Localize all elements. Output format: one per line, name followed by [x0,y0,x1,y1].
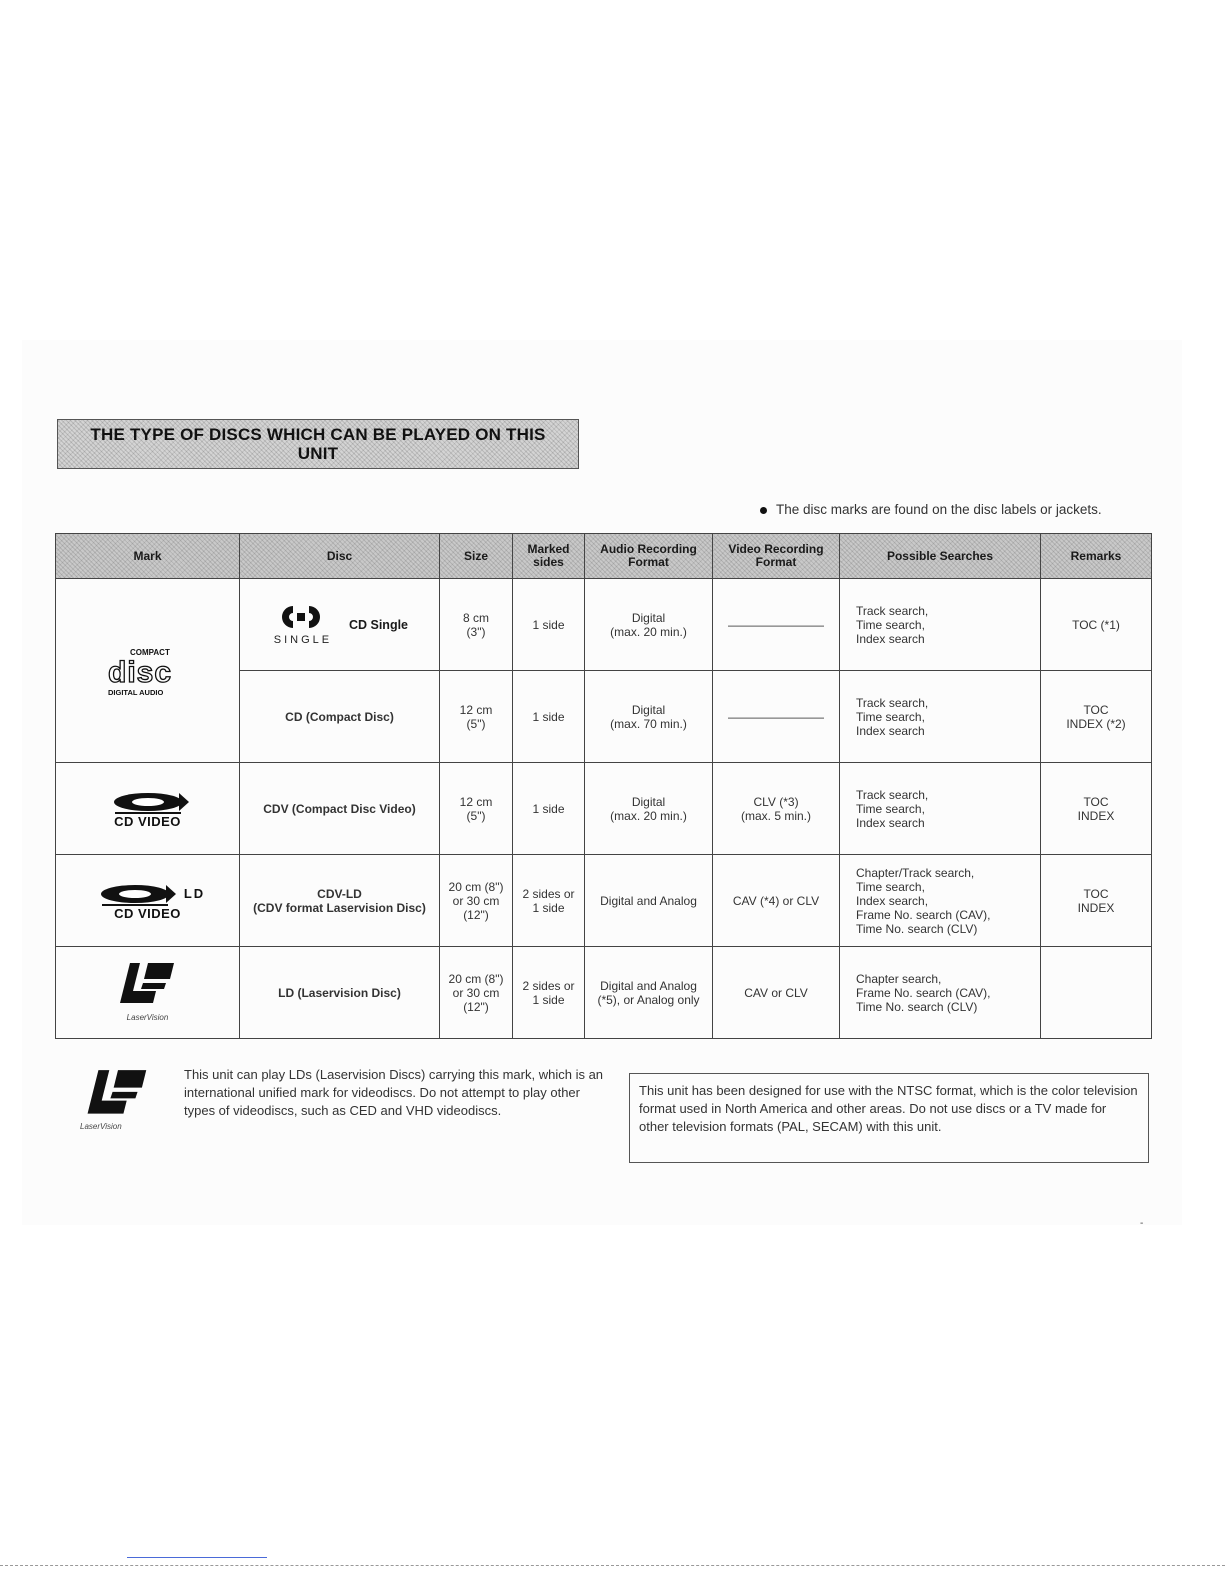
audio-cell: Digital (max. 70 min.) [585,671,713,763]
bottom-laservision-mark [80,1068,156,1131]
table-row [56,763,1152,855]
cd-single-logo-icon [271,603,335,631]
compact-disc-digital-audio-logo [102,643,194,699]
cd-video-logo-icon [103,789,193,815]
compact-disc-logo-big-text: disc [107,655,172,689]
searches-cell: Chapter/Track search, Time search, Index search, Frame No. search (CAV), Time No. search (CLV) [840,855,1041,947]
ld-suffix-label: LD [183,885,206,901]
ntsc-notice-box [629,1073,1149,1163]
ntsc-notice-text: This unit has been designed for use with the NTSC format, which is the color television format used in North America and other areas. Do not use discs or a TV made for other television formats (PAL, SECAM) with this unit. [639,1083,1138,1134]
mark-cell-laservision [56,947,240,1039]
sides-cell: 1 side [513,579,585,671]
header-disc: Disc [240,534,440,579]
mark-cell-compact-disc [56,579,240,763]
mark-cell-cd-video-ld [56,855,240,947]
single-label: SINGLE [273,633,333,646]
remarks-cell: TOC INDEX (*2) [1041,671,1152,763]
remarks-cell: TOC (*1) [1041,579,1152,671]
size-cell: 8 cm (3") [440,579,513,671]
note-text: The disc marks are found on the disc labels or jackets. [776,502,1102,517]
size-cell: 20 cm (8") or 30 cm (12") [440,855,513,947]
video-cell: ———————— [713,671,840,763]
compact-disc-logo-top-text: COMPACT [129,647,170,657]
audio-cell: Digital (max. 20 min.) [585,579,713,671]
laservision-logo-icon [116,961,180,1007]
disc-name: CDV (Compact Disc Video) [240,763,440,855]
disc-name: CDV-LD (CDV format Laservision Disc) [240,855,440,947]
table-row [56,855,1152,947]
laservision-note: This unit can play LDs (Laservision Discs) carrying this mark, which is an international unified mark for videodiscs. Do not attempt to play other types of videodiscs, such as CED and VHD videodiscs. [184,1067,604,1118]
sides-cell: 1 side [513,763,585,855]
header-remarks: Remarks [1041,534,1152,579]
remarks-cell: TOC INDEX [1041,855,1152,947]
size-cell: 12 cm (5") [440,671,513,763]
disc-cell [240,579,440,671]
mark-cell-cd-video [56,763,240,855]
disc-name: CD Single [348,617,409,632]
disc-name: LD (Laservision Disc) [240,947,440,1039]
sides-cell: 2 sides or 1 side [513,947,585,1039]
video-cell: CLV (*3) (max. 5 min.) [713,763,840,855]
sides-cell: 2 sides or 1 side [513,855,585,947]
table-header-row [56,534,1152,579]
cd-video-ld-logo-icon [90,881,180,907]
video-cell: CAV or CLV [713,947,840,1039]
remarks-cell: TOC INDEX [1041,763,1152,855]
laservision-label: LaserVision [126,1012,169,1022]
searches-cell: Track search, Time search, Index search [840,671,1041,763]
footer-link-underline [127,1557,267,1558]
searches-cell: Chapter search, Frame No. search (CAV), Time No. search (CLV) [840,947,1041,1039]
table-row [56,947,1152,1039]
header-size: Size [440,534,513,579]
cd-video-label: CD VIDEO [114,813,181,829]
laservision-label: LaserVision [80,1122,122,1131]
footer-rule [0,1565,1225,1566]
cd-video-ld-label: CD VIDEO [114,905,181,921]
laservision-logo-icon [80,1068,156,1118]
page-mark: - [1140,1218,1144,1229]
header-mark: Mark [56,534,240,579]
disc-name: CD (Compact Disc) [240,671,440,763]
audio-cell: Digital and Analog [585,855,713,947]
section-title: THE TYPE OF DISCS WHICH CAN BE PLAYED ON THIS UNIT [90,425,546,463]
bullet-icon [760,507,767,514]
size-cell: 20 cm (8") or 30 cm (12") [440,947,513,1039]
remarks-cell [1041,947,1152,1039]
video-cell: ———————— [713,579,840,671]
disc-mark-note [760,502,1102,517]
video-cell: CAV (*4) or CLV [713,855,840,947]
header-possible-searches: Possible Searches [840,534,1041,579]
compact-disc-logo-bottom-text: DIGITAL AUDIO [107,687,163,697]
header-audio-format: Audio Recording Format [585,534,713,579]
audio-cell: Digital (max. 20 min.) [585,763,713,855]
size-cell: 12 cm (5") [440,763,513,855]
searches-cell: Track search, Time search, Index search [840,763,1041,855]
section-title-box [57,419,579,469]
header-marked-sides: Marked sides [513,534,585,579]
header-video-format: Video Recording Format [713,534,840,579]
audio-cell: Digital and Analog (*5), or Analog only [585,947,713,1039]
table-row [56,579,1152,671]
searches-cell: Track search, Time search, Index search [840,579,1041,671]
disc-types-table [55,533,1152,1039]
sides-cell: 1 side [513,671,585,763]
